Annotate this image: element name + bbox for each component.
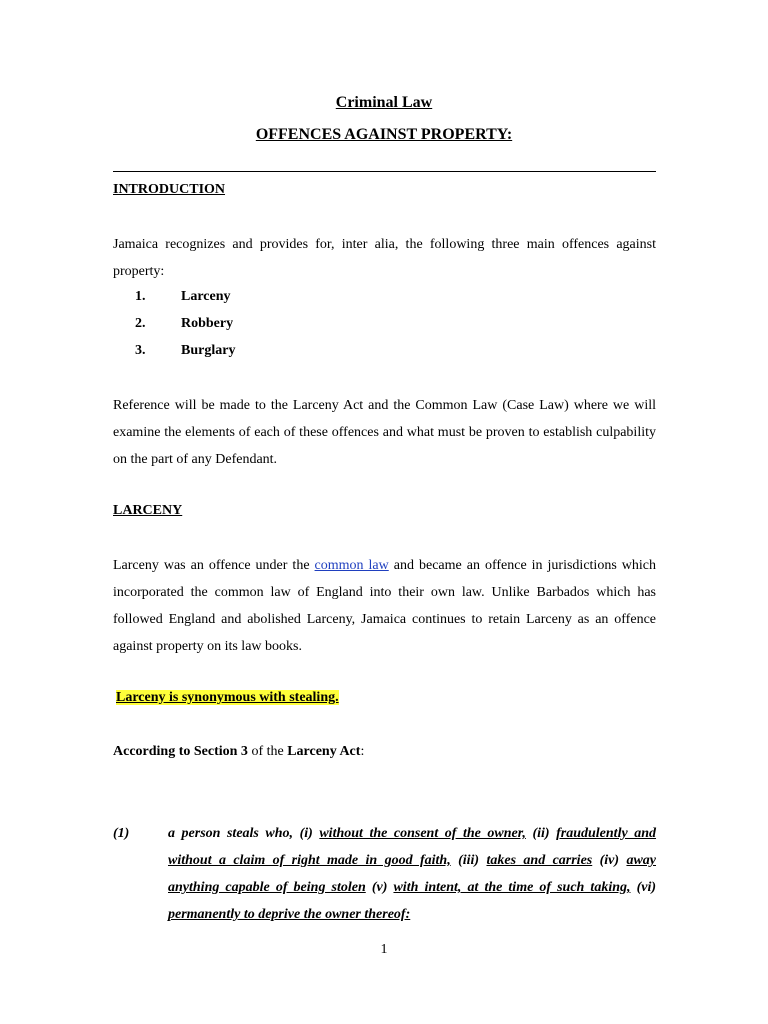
section-text-part: (v): [365, 880, 394, 895]
common-law-link[interactable]: common law: [314, 558, 389, 573]
larceny-heading: LARCENY: [113, 503, 183, 518]
element-capable-stolen: away anything capable of being stolen: [168, 853, 656, 895]
section-reference: According to Section 3: [113, 744, 248, 759]
section-text-part: (iv): [592, 853, 627, 868]
element-permanently-deprive: permanently to deprive the owner thereof:: [168, 907, 411, 922]
element-fraudulent: fraudulently and without a claim of right made in good faith,: [168, 826, 657, 868]
offence-list-item: [135, 289, 146, 305]
highlighted-statement: Larceny is synonymous with stealing.: [116, 690, 339, 705]
title-divider: [113, 171, 656, 172]
offence-label: [181, 316, 233, 332]
larceny-paragraph: [113, 552, 656, 660]
intro-paragraph: Jamaica recognizes and provides for, inter alia, the following three main offences against property:: [113, 237, 656, 279]
section-connector: of the: [247, 744, 288, 759]
offence-label-text: Larceny: [181, 289, 231, 304]
offence-label: [181, 289, 231, 305]
offence-list-item: [135, 316, 146, 332]
offence-number: 3.: [135, 343, 146, 358]
element-intent: with intent, at the time of such taking,: [393, 880, 631, 895]
document-title: Criminal Law: [335, 94, 433, 111]
offence-list-item: [135, 343, 146, 359]
highlight-note: [116, 690, 339, 706]
larceny-paragraph-text-1: Larceny was an offence under the: [113, 558, 315, 573]
section-reference-line: [113, 744, 364, 760]
element-takes-carries: takes and carries: [486, 853, 593, 868]
section-text-part: (iii): [450, 853, 487, 868]
section-number: (1): [113, 826, 130, 841]
offence-number: 2.: [135, 316, 146, 331]
document-subtitle: OFFENCES AGAINST PROPERTY:: [255, 126, 513, 143]
act-name: Larceny Act: [287, 744, 361, 759]
intro-heading: INTRODUCTION: [113, 182, 226, 197]
section-text-part: (ii): [525, 826, 557, 841]
offence-label-text: Robbery: [181, 316, 234, 331]
offence-label: [181, 343, 235, 359]
reference-paragraph: Reference will be made to the Larceny Act and the Common Law (Case Law) where we will examine the elements of each of these offences and what must be proven to establish culpability on the part of any Defendant.: [113, 398, 656, 467]
section-text-part: (vi): [630, 880, 657, 895]
element-consent: without the consent of the owner,: [319, 826, 526, 841]
offence-number: 1.: [135, 289, 146, 304]
section-text: [168, 820, 656, 928]
section-text-part: a person steals who, (i): [168, 826, 320, 841]
larceny-paragraph-text-2: and became an offence in jurisdictions which incorporated the common law of England into their own law. Unlike Barbados which has followed England and abolished Larceny, Jamaica continues to retain Larceny as an offence against property on its law books.: [113, 558, 656, 654]
offence-label-text: Burglary: [181, 343, 236, 358]
page-number: 1: [380, 942, 388, 957]
section-colon: :: [360, 744, 365, 759]
